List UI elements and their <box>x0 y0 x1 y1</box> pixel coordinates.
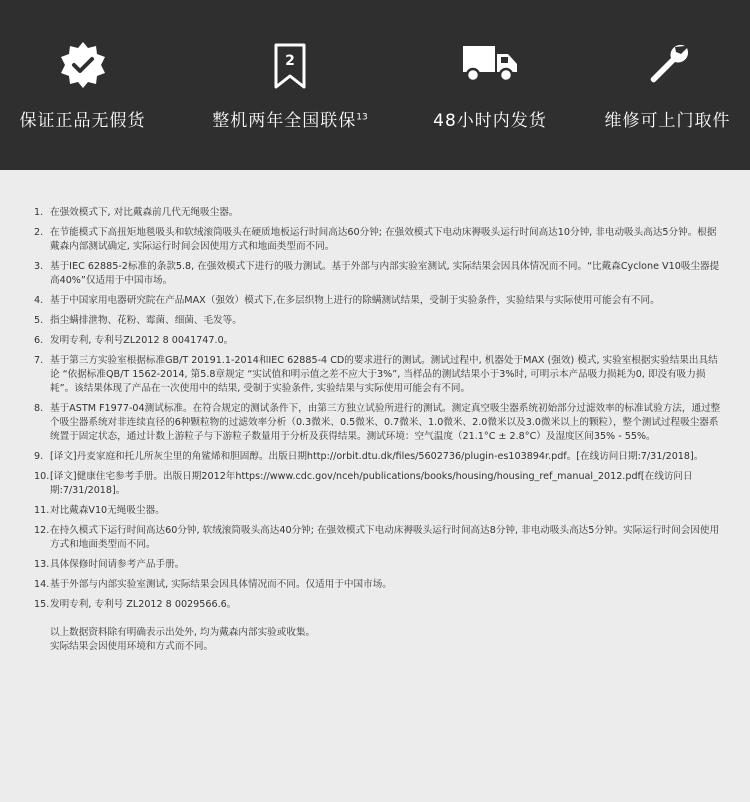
wrench-icon <box>647 42 689 88</box>
footnote-text: 基于第三方实验室根据标准GB/T 20191.1-2014和IEC 62885-4 CD的要求进行的测试。测试过程中, 机器处于MAX (强效) 模式, 实验室根据实验结果出具结论 “依据标准QB/T 1562-2014, 第5.8章规定 “实试值和明示值之差不应大于3%”, 当样品的测试结果小于3%时, 可明示本产品吸力损耗为0, 即没有吸力损耗”。该结果体现了产品在一次使用中的结果, 受制于实验条件, 实验结果与实际使用可能会有不同。 <box>50 355 718 394</box>
footnote-number: 7. <box>34 355 44 366</box>
footnote-text: [译文]丹麦家庭和托儿所灰尘里的角鲨烯和胆固醇。出版日期http://orbit.dtu.dk/files/5602736/plugin-es103894r.pdf。[在线访问日期:7/31/2018]。 <box>50 451 704 462</box>
truck-icon <box>463 42 517 88</box>
footnotes <box>34 206 724 654</box>
footnote-item <box>34 314 724 328</box>
footnote-text: 对比戴森V10无绳吸尘器。 <box>50 505 165 516</box>
footnote-number: 8. <box>34 403 44 414</box>
footnote-item <box>34 598 724 612</box>
footnote-item <box>34 504 724 518</box>
footnote-number: 1. <box>34 207 44 218</box>
footnote-text: 在节能模式下高扭矩地毯吸头和软绒滚筒吸头在硬质地板运行时间高达60分钟; 在强效模式下电动床褥吸头运行时间高达10分钟, 非电动吸头高达5分钟。根据戴森内部测试确定, 实际运行时间会因使用方式和地面类型而不同。 <box>50 227 717 252</box>
footnote-item <box>34 354 724 396</box>
feature-label <box>190 106 390 131</box>
footnote-text: 发明专利, 专利号 ZL2012 8 0029566.6。 <box>50 599 237 610</box>
feature-shipping <box>405 0 575 170</box>
footnote-text: 基于ASTM F1977-04测试标准。在符合规定的测试条件下，由第三方独立试验所进行的测试。测定真空吸尘器系统初始部分过滤效率的标准试验方法，通过整个吸尘器系统对非连续直径的6种颗粒物的过滤效率分析（0.3微米、0.5微米、0.7微米、1.0微米、2.0微米以及3.0微米以上的颗粒），整个测试过程吸尘器系统置于固定状态，通过计数上游粒子与下游粒子数量用于分析及获得结果。测试环境：空气温度（21.1°C ± 2.8°C）及湿度区间35% - 55%。 <box>50 403 721 442</box>
feature-warranty <box>190 0 390 170</box>
footnote-number: 9. <box>34 451 44 462</box>
footnote-text: 基于外部与内部实验室测试, 实际结果会因具体情况而不同。仅适用于中国市场。 <box>50 579 392 590</box>
footnote-number: 14. <box>34 579 50 590</box>
footnote-text: 具体保修时间请参考产品手册。 <box>50 559 185 570</box>
footnote-item <box>34 470 724 498</box>
footnote-text: [译文]健康住宅参考手册。出版日期2012年https://www.cdc.gov/nceh/publications/books/housing/housing_ref_manual_2012.pdf[在线访问日期:7/31/2018]。 <box>50 471 693 496</box>
footnote-item <box>34 578 724 592</box>
feature-label: 保证正品无假货 <box>19 111 146 131</box>
footnote-item <box>34 450 724 464</box>
feature-genuine <box>0 0 165 170</box>
footnote-text: 在持久模式下运行时间高达60分钟, 软绒滚筒吸头高达40分钟; 在强效模式下电动床褥吸头运行时间高达8分钟, 非电动吸头高达5分钟。实际运行时间会因使用方式和地面类型而不同。 <box>50 525 720 550</box>
footnote-number: 15. <box>34 599 50 610</box>
footnote-number: 2. <box>34 227 44 238</box>
footnote-number: 3. <box>34 261 44 272</box>
footnote-item <box>34 334 724 348</box>
disclaimer-line: 以上数据资料除有明确表示出处外, 均为戴森内部实验或收集。 <box>50 627 316 638</box>
footnote-number: 4. <box>34 295 44 306</box>
feature-banner <box>0 0 750 170</box>
footnote-text: 发明专利, 专利号ZL2012 8 0041747.0。 <box>50 335 234 346</box>
disclaimer <box>34 626 724 654</box>
footnote-number: 11. <box>34 505 50 516</box>
footnote-item <box>34 524 724 552</box>
footnote-item <box>34 206 724 220</box>
bookmark-2-icon <box>273 42 307 94</box>
footnote-text: 指尘螨排泄物、花粉、霉菌、细菌、毛发等。 <box>50 315 242 326</box>
feature-label: 48小时内发货 <box>433 111 547 131</box>
footnote-text: 基于IEC 62885-2标准的条款5.8, 在强效模式下进行的吸力测试。基于外部与内部实验室测试, 实际结果会因具体情况而不同。“比戴森Cyclone V10吸尘器提高40%”仅适用于中国市场。 <box>50 261 720 286</box>
feature-repair <box>585 0 750 170</box>
footnote-item <box>34 226 724 254</box>
footnote-number: 12. <box>34 525 50 536</box>
footnote-text: 基于中国家用电器研究院在产品MAX（强效）模式下,在多层织物上进行的除螨测试结果，受制于实验条件，实验结果与实际使用可能会有不同。 <box>50 295 660 306</box>
bookmark-number: 2 <box>285 53 295 69</box>
disclaimer-line: 实际结果会因使用环境和方式而不同。 <box>50 641 214 652</box>
footnote-text: 在强效模式下, 对比戴森前几代无绳吸尘器。 <box>50 207 239 218</box>
footnote-item <box>34 558 724 572</box>
footnote-number: 5. <box>34 315 44 326</box>
footnote-number: 13. <box>34 559 50 570</box>
footnote-item <box>34 402 724 444</box>
feature-label: 维修可上门取件 <box>604 111 731 131</box>
footnote-item <box>34 260 724 288</box>
footnote-number: 6. <box>34 335 44 346</box>
feature-label-text: 整机两年全国联保 <box>212 111 357 131</box>
footnote-number: 10. <box>34 471 50 482</box>
footnote-ref: 13 <box>356 112 368 123</box>
footnote-item <box>34 294 724 308</box>
badge-check-icon <box>60 42 106 92</box>
